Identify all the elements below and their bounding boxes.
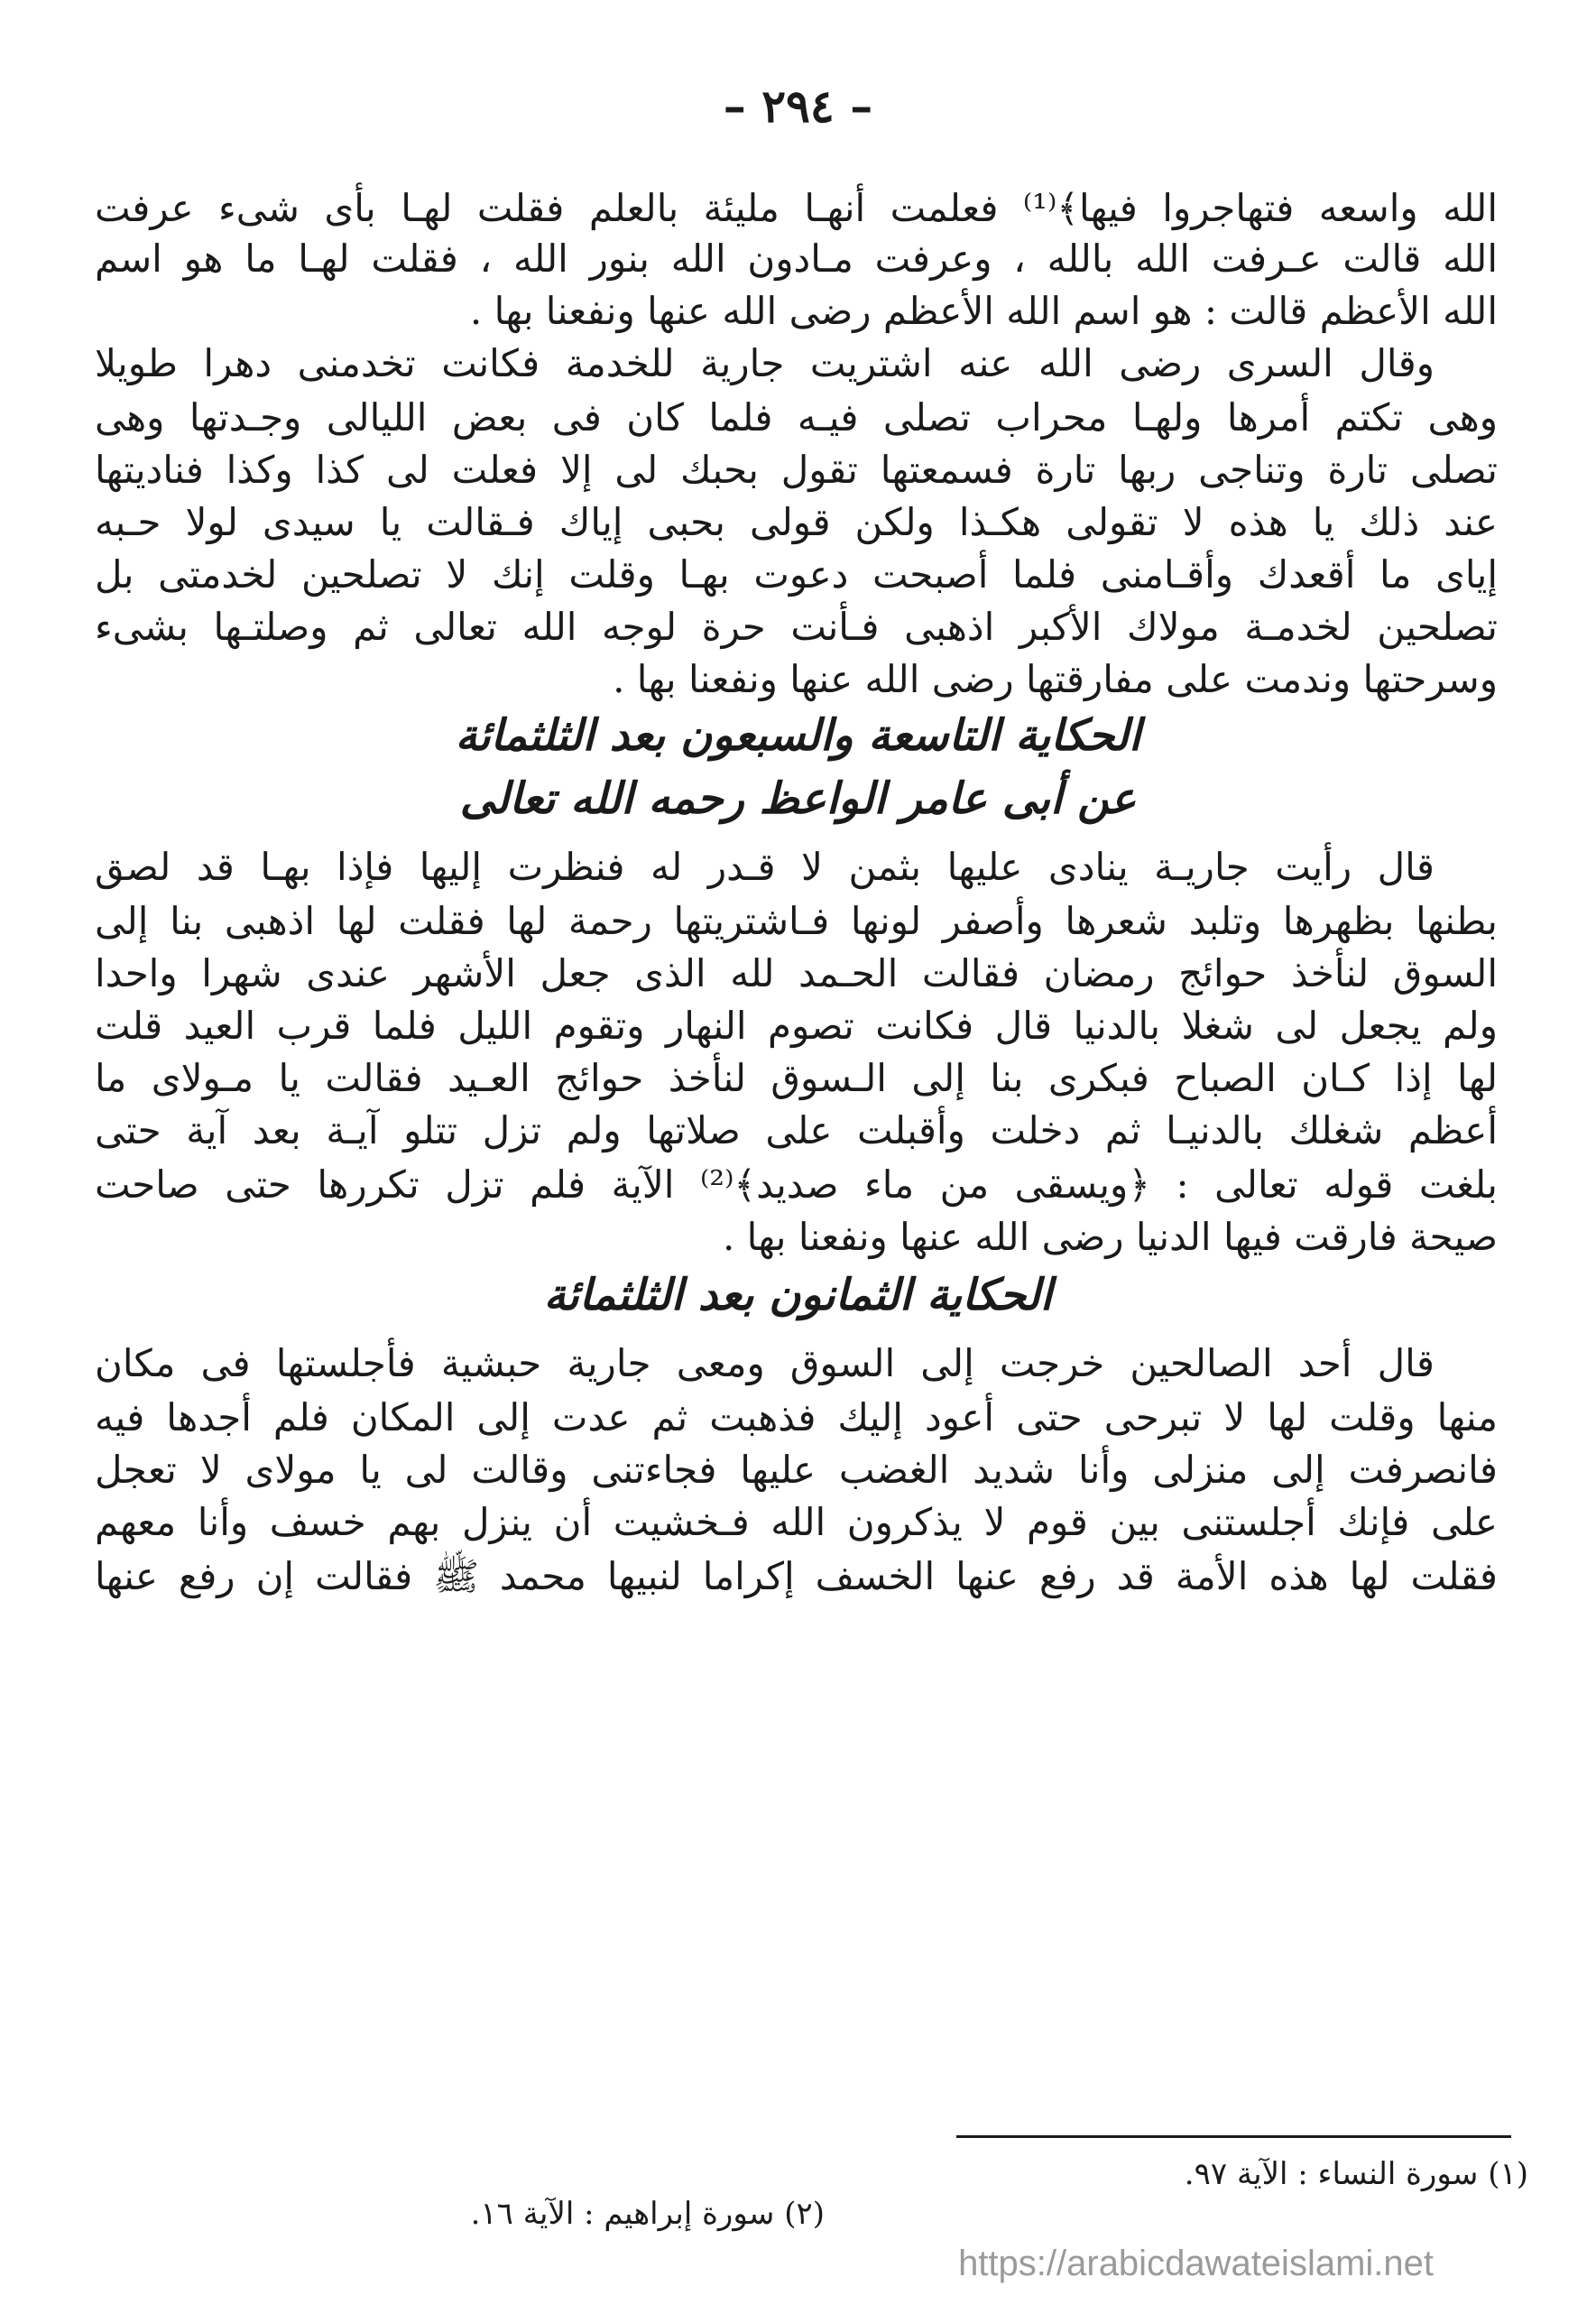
- text-line: لها إذا كـان الصباح فبكرى بنا إلى الـسوق لنأخذ حوائج العـيد فقالت يا مـولاى ما: [95, 1056, 1498, 1100]
- text-line: إياى ما أقعدك وأقـامنى فلما أصبحت دعوت بهـا وقلت إنك لا تصلحين لخدمتى بل: [95, 552, 1498, 597]
- text-line: تصلى تارة وتناجى ربها تارة فسمعتها تقول بحبك لى إلا فعلت لى كذا وكذا فناديتها: [95, 448, 1498, 492]
- text-line: بطنها بظهرها وتلبد شعرها وأصفر لونها فـاشتريتها رحمة لها فقلت لها اذهبى بنا إلى: [95, 899, 1498, 943]
- text-line: الله واسعه فتهاجروا فيها﴾⁽¹⁾ فعلمت أنهـا مليئة بالعلم فقلت لهـا بأى شىء عرفت: [95, 186, 1498, 230]
- text-line: وهى تكتم أمرها ولهـا محراب تصلى فيـه فلما كان فى بعض الليالى وجـدتها وهى: [95, 395, 1498, 440]
- text-line: فقلت لها هذه الأمة قد رفع عنها الخسف إكراما لنبيها محمد ﷺ فقالت إن رفع عنها: [95, 1554, 1498, 1598]
- text-line: منها وقلت لها لا تبرحى حتى أعود إليك فذهبت ثم عدت إلى المكان فلم أجدها فيه: [95, 1395, 1498, 1439]
- page-number: – ٢٩٤ –: [723, 79, 873, 133]
- text-line: بلغت قوله تعالى : ﴿ويسقى من ماء صديد﴾⁽²⁾ الآية فلم تزل تكررها حتى صاحت: [95, 1162, 1498, 1207]
- text-line: الله قالت عـرفت الله بالله ، وعرفت مـادون الله بنور الله ، فقلت لهـا ما هو اسم: [95, 236, 1498, 281]
- story-heading: الحكاية الثمانون بعد الثلثمائة: [543, 1270, 1053, 1320]
- story-subheading: عن أبى عامر الواعظ رحمه الله تعالى: [459, 773, 1137, 824]
- text-line: تصلحين لخدمـة مولاك الأكبر اذهبى فـأنت حرة لوجه الله تعالى ثم وصلتـها بشىء: [95, 605, 1498, 649]
- text-line: أعظم شغلك بالدنيـا ثم دخلت وأقبلت على صلاتها ولم تزل تتلو آيـة بعد آية حتى: [95, 1108, 1498, 1152]
- text-line: على فإنك أجلستنى بين قوم لا يذكرون الله فـخشيت أن ينزل بهم خسف وأنا معهم: [95, 1500, 1498, 1544]
- watermark-url: https://arabicdawateislami.net: [958, 2244, 1434, 2283]
- text-line: وسرحتها وندمت على مفارقتها رضى الله عنها ونفعنا بها .: [613, 657, 1498, 701]
- text-line: الله الأعظم قالت : هو اسم الله الأعظم رضى الله عنها ونفعنا بها .: [469, 289, 1498, 333]
- text-line: فانصرفت إلى منزلى وأنا شديد الغضب عليها فجاءتنى وقالت لى يا مولاى لا تعجل: [95, 1448, 1498, 1492]
- footnote-2: (٢) سورة إبراهيم : الآية ١٦.: [470, 2196, 825, 2232]
- story-heading: الحكاية التاسعة والسبعون بعد الثلثمائة: [455, 710, 1141, 761]
- text-line: قال أحد الصالحين خرجت إلى السوق ومعى جارية حبشية فأجلستها فى مكان: [95, 1341, 1435, 1385]
- text-line: عند ذلك يا هذه لا تقولى هكـذا ولكن قولى بحبى إياك فـقالت يا سيدى لولا حـبه: [95, 500, 1498, 544]
- text-line: السوق لنأخذ حوائج رمضان فقالت الحـمد لله الذى جعل الأشهر عندى شهرا واحدا: [95, 951, 1498, 995]
- text-line: ولم يجعل لى شغلا بالدنيا قال فكانت تصوم النهار وتقوم الليل فلما قرب العيد قلت: [95, 1004, 1498, 1048]
- text-line: قال رأيت جاريـة ينادى عليها بثمن لا قـدر له فنظرت إليها فإذا بهـا قد لصق: [95, 845, 1435, 889]
- text-line: صيحة فارقت فيها الدنيا رضى الله عنها ونفعنا بها .: [722, 1215, 1498, 1259]
- footnote-1: (١) سورة النساء : الآية ٩٧.: [1184, 2156, 1528, 2192]
- footnote-separator: [956, 2135, 1511, 2138]
- text-line: وقال السرى رضى الله عنه اشتريت جارية للخدمة فكانت تخدمنى دهرا طويلا: [95, 341, 1435, 385]
